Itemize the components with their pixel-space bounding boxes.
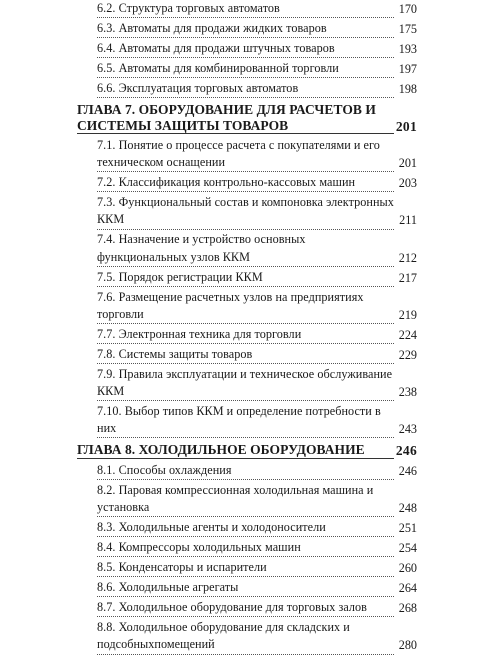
toc-entry-page: 254 [398, 541, 417, 556]
toc-entry[interactable] [77, 346, 417, 364]
section-6-items [77, 0, 417, 98]
toc-entry-page: 268 [398, 601, 417, 616]
toc-entry-title: 8.2. Паровая компрессионная холодильная машина и установка [97, 482, 394, 517]
toc-entry[interactable] [77, 137, 417, 172]
toc-entry[interactable] [77, 0, 417, 18]
toc-entry-title: 6.2. Структура торговых автоматов [97, 0, 394, 18]
toc-entry-title: 8.1. Способы охлаждения [97, 462, 394, 480]
chapter-7-heading [77, 102, 417, 134]
toc-entry-page: 203 [398, 176, 417, 191]
chapter-title: ГЛАВА 7. ОБОРУДОВАНИЕ ДЛЯ РАСЧЕТОВ И СИСТЕМЫ ЗАЩИТЫ ТОВАРОВ [77, 102, 394, 134]
toc-entry[interactable] [77, 174, 417, 192]
toc-entry[interactable] [77, 20, 417, 38]
toc-entry[interactable] [77, 539, 417, 557]
chapter-entry[interactable] [77, 442, 417, 459]
chapter-8-heading [77, 442, 417, 459]
section-7-items [77, 137, 417, 438]
chapter-entry[interactable] [77, 102, 417, 134]
toc-entry-title: 7.2. Классификация контрольно-кассовых машин [97, 174, 394, 192]
toc-entry-title: 7.5. Порядок регистрации ККМ [97, 269, 394, 287]
toc-entry-page: 217 [398, 270, 417, 285]
toc-entry-page: 198 [398, 81, 417, 96]
toc-entry[interactable] [77, 619, 417, 654]
toc-entry-title: 7.8. Системы защиты товаров [97, 346, 394, 364]
toc-entry[interactable] [77, 559, 417, 577]
toc-entry-page: 238 [398, 385, 417, 400]
toc-entry-page: 201 [398, 156, 417, 171]
toc-entry-title: 8.4. Компрессоры холодильных машин [97, 539, 394, 557]
chapter-title: ГЛАВА 8. ХОЛОДИЛЬНОЕ ОБОРУДОВАНИЕ [77, 442, 394, 459]
toc-entry-page: 248 [398, 501, 417, 516]
toc-entry-page: 243 [398, 422, 417, 437]
toc-entry[interactable] [77, 194, 417, 229]
toc-entry-title: 6.3. Автоматы для продажи жидких товаров [97, 20, 394, 38]
toc-entry[interactable] [77, 269, 417, 287]
section-8-items [77, 462, 417, 655]
toc-entry-title: 7.10. Выбор типов ККМ и определение потребности в них [97, 403, 394, 438]
toc-entry-page: 264 [398, 581, 417, 596]
toc-entry-title: 8.7. Холодильное оборудование для торговых залов [97, 599, 394, 617]
toc-entry-title: 8.6. Холодильные агрегаты [97, 579, 394, 597]
toc-entry[interactable] [77, 80, 417, 98]
toc-entry[interactable] [77, 326, 417, 344]
toc-entry-page: 170 [398, 1, 417, 16]
toc-entry-title: 7.3. Функциональный состав и компоновка электронных ККМ [97, 194, 394, 229]
toc-entry[interactable] [77, 482, 417, 517]
toc-entry-page: 197 [398, 61, 417, 76]
toc-entry-title: 6.6. Эксплуатация торговых автоматов [97, 80, 394, 98]
toc-entry-page: 260 [398, 561, 417, 576]
toc-entry-page: 229 [398, 347, 417, 362]
toc-entry-page: 280 [398, 638, 417, 653]
toc-entry[interactable] [77, 403, 417, 438]
toc-entry-title: 7.4. Назначение и устройство основных функциональных узлов ККМ [97, 231, 394, 266]
toc-entry-title: 7.6. Размещение расчетных узлов на предприятиях торговли [97, 289, 394, 324]
toc-entry-page: 212 [398, 250, 417, 265]
toc-entry[interactable] [77, 462, 417, 480]
toc-entry-title: 6.5. Автоматы для комбинированной торговли [97, 60, 394, 78]
toc-entry[interactable] [77, 231, 417, 266]
toc-entry-title: 7.9. Правила эксплуатации и техническое обслуживание ККМ [97, 366, 394, 401]
toc-entry-page: 251 [398, 521, 417, 536]
toc-entry[interactable] [77, 60, 417, 78]
toc-entry-page: 246 [398, 463, 417, 478]
toc-entry-page: 224 [398, 327, 417, 342]
toc-entry[interactable] [77, 289, 417, 324]
toc-entry-title: 8.5. Конденсаторы и испарители [97, 559, 394, 577]
toc-entry-title: 7.7. Электронная техника для торговли [97, 326, 394, 344]
toc-entry-page: 175 [398, 21, 417, 36]
table-of-contents [77, 0, 417, 655]
toc-entry[interactable] [77, 579, 417, 597]
chapter-page: 246 [395, 443, 417, 459]
toc-entry-page: 211 [399, 213, 417, 228]
toc-entry-page: 193 [398, 41, 417, 56]
chapter-page: 201 [395, 118, 417, 134]
toc-entry[interactable] [77, 40, 417, 58]
toc-entry[interactable] [77, 519, 417, 537]
toc-entry[interactable] [77, 366, 417, 401]
toc-entry-title: 6.4. Автоматы для продажи штучных товаров [97, 40, 394, 58]
toc-entry-title: 8.8. Холодильное оборудование для складских и подсобныхпомещений [97, 619, 394, 654]
toc-entry-title: 7.1. Понятие о процессе расчета с покупателями и его техническом оснащении [97, 137, 394, 172]
toc-entry-title: 8.3. Холодильные агенты и холодоносители [97, 519, 394, 537]
toc-entry[interactable] [77, 599, 417, 617]
toc-entry-page: 219 [398, 307, 417, 322]
